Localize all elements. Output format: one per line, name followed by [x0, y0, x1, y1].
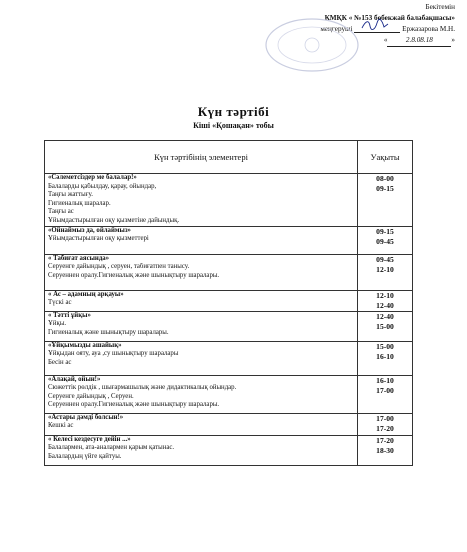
- signature-scribble: [360, 18, 390, 32]
- activity-title: «Ойнаймыз да, ойлаймыз»: [48, 226, 131, 234]
- time-cell: [358, 174, 413, 227]
- header-elements: Күн тәртібінің элементері: [45, 141, 358, 174]
- activity-line: Ұйымдастырылған оқу қызметтері: [48, 235, 149, 243]
- activity-cell: [45, 413, 358, 435]
- time-end: 09-45: [376, 236, 394, 246]
- group-subtitle: Кіші «Қошақан» тобы: [193, 121, 274, 130]
- table-row: [45, 174, 413, 227]
- time-cell: [358, 254, 413, 290]
- activity-title: «Сәлеметсіздер ме балалар!»: [48, 174, 137, 181]
- activity-line: Серуенге дайындық , Серуен.: [48, 392, 134, 400]
- activity-cell: [45, 341, 358, 375]
- stamp-seal: [262, 15, 362, 75]
- table-row: [45, 435, 413, 465]
- activity-line: Гигиеналық шаралар.: [48, 199, 111, 207]
- time-cell: [358, 290, 413, 311]
- header-time: Уақыты: [358, 141, 413, 174]
- table-row: [45, 413, 413, 435]
- time-start: 17-00: [376, 413, 394, 423]
- page-title: Күн тәртібі: [197, 104, 270, 119]
- activity-cell: [45, 254, 358, 290]
- activity-line: Кешкі ас: [48, 422, 74, 430]
- activity-line: Балаларды қабылдау, қарау, ойындар,: [48, 182, 157, 190]
- activity-cell: [45, 311, 358, 341]
- table-header-row: [45, 141, 413, 174]
- time-start: 17-20: [376, 435, 394, 445]
- approval-name: Ержазарова М.Н.: [402, 25, 455, 33]
- time-cell: [358, 311, 413, 341]
- activity-line: Серуеннен оралу.Гигиеналық және шынықтыру шаралары.: [48, 271, 220, 279]
- activity-title: « Тәтті ұйқы»: [48, 311, 91, 319]
- activity-line: Серуеннен оралу.Гигиеналық және шынықтыру шаралары.: [48, 401, 220, 409]
- time-end: 12-40: [376, 300, 394, 310]
- time-start: 08-00: [376, 174, 394, 183]
- time-cell: [358, 226, 413, 254]
- time-end: 18-30: [376, 445, 394, 455]
- activity-cell: [45, 290, 358, 311]
- time-start: 16-10: [376, 375, 394, 385]
- activity-line: Бесін ас: [48, 358, 72, 366]
- table-row: [45, 226, 413, 254]
- time-start: 12-10: [376, 290, 394, 300]
- time-end: 17-00: [376, 385, 394, 395]
- activity-line: Ұйымдастырылған оқу қызметіне дайындық.: [48, 216, 180, 224]
- activity-cell: [45, 375, 358, 413]
- table-row: [45, 341, 413, 375]
- activity-line: Сюжеттік рөлдік , шығармашылық және дидактикалық ойындар.: [48, 384, 237, 392]
- time-cell: [358, 435, 413, 465]
- activity-cell: [45, 226, 358, 254]
- activity-line: Балалардың үйге қайтуы.: [48, 452, 122, 460]
- approval-label: Бекітемін: [425, 3, 455, 11]
- activity-title: «Алақай, ойын!»: [48, 375, 101, 383]
- time-cell: [358, 413, 413, 435]
- activity-line: Серуенге дайындық , серуен, табиғатпен танысу.: [48, 263, 190, 271]
- activity-line: Ұйқы.: [48, 320, 67, 328]
- table-row: [45, 375, 413, 413]
- table-row: [45, 311, 413, 341]
- approval-position: меңгерушi: [320, 25, 353, 33]
- approval-org: КМҚК « №153 бөбекжай балабақшасы»: [324, 14, 455, 22]
- activity-line: Түскі ас: [48, 299, 72, 307]
- time-end: 16-10: [376, 351, 394, 361]
- activity-title: « Келесі кездесуге дейін ...»: [48, 435, 131, 443]
- time-start: 12-40: [376, 311, 394, 321]
- activity-line: Балалармен, ата-аналармен қарым қатынас.: [48, 444, 175, 452]
- time-end: 12-10: [376, 264, 394, 274]
- time-start: 09-45: [376, 254, 394, 264]
- activity-line: Гигиеналық және шынықтыру шаралары.: [48, 328, 169, 336]
- table-row: [45, 290, 413, 311]
- activity-cell: [45, 435, 358, 465]
- activity-line: Ұйқыдан ояту, ауа ,су шынықтыру шаралары: [48, 350, 179, 358]
- activity-title: « Табиғат аясында»: [48, 254, 110, 262]
- time-end: 15-00: [376, 321, 394, 331]
- approval-date-line: « 2.8.08.18 »: [220, 35, 455, 47]
- activity-title: « Ас – адамның арқауы»: [48, 290, 124, 298]
- activity-title: «Астары дәмді болсын!»: [48, 413, 124, 421]
- activity-line: Таңғы жаттығу.: [48, 191, 93, 199]
- approval-date: 2.8.08.18: [387, 35, 451, 47]
- table-row: [45, 254, 413, 290]
- time-start: 09-15: [376, 226, 394, 236]
- time-cell: [358, 375, 413, 413]
- activity-cell: [45, 174, 358, 227]
- activity-line: Таңғы ас: [48, 208, 74, 216]
- activity-title: «Ұйқымызды ашайық»: [48, 341, 122, 349]
- time-cell: [358, 341, 413, 375]
- time-end: 09-15: [376, 184, 394, 193]
- schedule-table: [44, 140, 413, 466]
- time-start: 15-00: [376, 341, 394, 351]
- time-end: 17-20: [376, 423, 394, 433]
